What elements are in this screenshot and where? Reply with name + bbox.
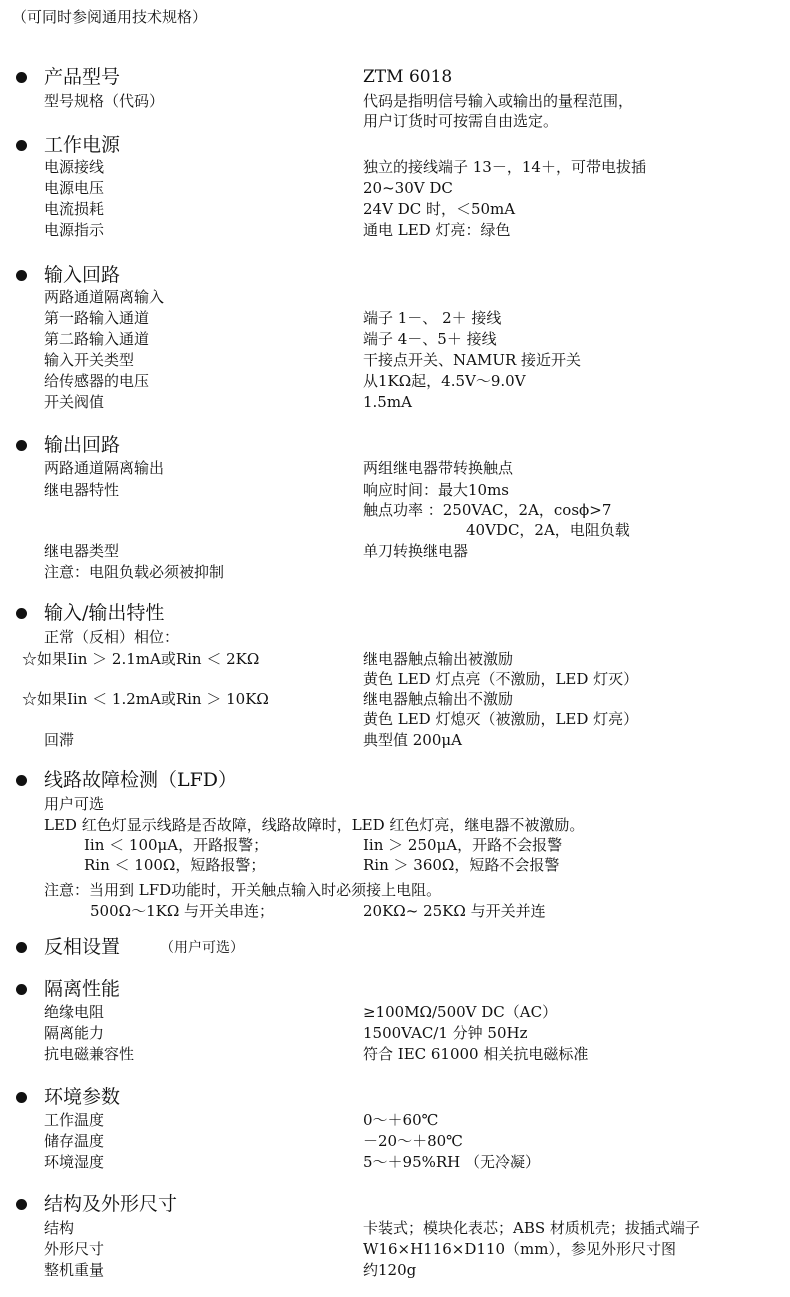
isolation-value-1: 1500VAC/1 分钟 50Hz — [363, 1024, 528, 1042]
io-cond2-v2: 黄色 LED 灯熄灭（被激励，LED 灯亮） — [363, 710, 639, 728]
output-row2-value3: 40VDC，2A，电阻负载 — [466, 521, 630, 539]
bullet-icon — [16, 608, 27, 619]
struct-value-2: 约120g — [363, 1261, 417, 1279]
section-title-input: 输入回路 — [44, 264, 121, 286]
env-value-1: －20～＋80℃ — [363, 1132, 463, 1150]
lfd-sub: 用户可选 — [44, 795, 105, 813]
struct-value-0: 卡装式；模块化表芯；ABS 材质机壳；拔插式端子 — [363, 1219, 700, 1237]
section-title-isolation: 隔离性能 — [44, 978, 121, 1000]
isolation-label-1: 隔离能力 — [44, 1024, 105, 1042]
model-spec-line2: 用户订货时可按需自由选定。 — [363, 112, 559, 130]
io-hyst-value: 典型值 200μA — [363, 731, 462, 749]
isolation-label-0: 绝缘电阻 — [44, 1003, 105, 1021]
output-row2-value1: 响应时间：最大10ms — [363, 481, 510, 499]
input-value-4: 1.5mA — [363, 393, 412, 411]
bullet-icon — [16, 775, 27, 786]
input-value-2: 干接点开关、NAMUR 接近开关 — [363, 351, 582, 369]
input-label-2: 输入开关类型 — [44, 351, 135, 369]
lfd-n1: 500Ω～1KΩ 与开关串连； — [90, 902, 275, 920]
power-value-2: 24V DC 时，＜50mA — [363, 200, 516, 218]
input-label-4: 开关阀值 — [44, 393, 105, 411]
input-label-1: 第二路输入通道 — [44, 330, 150, 348]
io-cond1-v2: 黄色 LED 灯点亮（不激励，LED 灯灭） — [363, 670, 639, 688]
bullet-icon — [16, 270, 27, 281]
power-label-2: 电流损耗 — [44, 200, 105, 218]
lfd-desc: LED 红色灯显示线路是否故障，线路故障时，LED 红色灯亮，继电器不被激励。 — [44, 816, 585, 834]
bullet-icon — [16, 1092, 27, 1103]
output-row3-label: 继电器类型 — [44, 542, 120, 560]
lfd-r2a: Rin ＜ 100Ω，短路报警； — [84, 856, 266, 874]
struct-value-1: W16×H116×D110（mm），参见外形尺寸图 — [363, 1240, 676, 1258]
output-row2-value2: 触点功率 ：250VAC，2A，cosϕ>7 — [363, 501, 612, 519]
io-hyst-label: 回滞 — [44, 731, 75, 749]
input-label-0: 第一路输入通道 — [44, 309, 150, 327]
output-row1-label: 两路通道隔离输出 — [44, 459, 165, 477]
lfd-r1a: Iin ＜ 100μA，开路报警； — [84, 836, 269, 854]
output-row3-value: 单刀转换继电器 — [363, 542, 469, 560]
invert-note: （用户可选） — [160, 940, 244, 956]
bullet-icon — [16, 440, 27, 451]
top-note: （可同时参阅通用技术规格） — [12, 8, 208, 26]
io-cond1-v1: 继电器触点输出被激励 — [363, 650, 514, 668]
bullet-icon — [16, 140, 27, 151]
input-sub: 两路通道隔离输入 — [44, 288, 165, 306]
section-title-model: 产品型号 — [44, 66, 121, 88]
model-spec-line1: 代码是指明信号输入或输出的量程范围， — [363, 92, 634, 110]
input-value-3: 从1KΩ起，4.5V～9.0V — [363, 372, 526, 390]
isolation-value-2: 符合 IEC 61000 相关抗电磁标准 — [363, 1045, 589, 1063]
env-label-1: 储存温度 — [44, 1132, 105, 1150]
section-title-io: 输入/输出特性 — [44, 602, 165, 624]
input-label-3: 给传感器的电压 — [44, 372, 150, 390]
model-spec-label: 型号规格（代码） — [44, 92, 165, 110]
io-cond1: ☆如果Iin ＞ 2.1mA或Rin ＜ 2KΩ — [22, 650, 260, 668]
output-note: 注意：电阻负载必须被抑制 — [44, 563, 225, 581]
section-title-invert: 反相设置 — [44, 936, 121, 958]
output-row1-value: 两组继电器带转换触点 — [363, 459, 514, 477]
input-value-1: 端子 4－、5＋ 接线 — [363, 330, 497, 348]
io-sub: 正常（反相）相位： — [44, 628, 180, 646]
section-title-power: 工作电源 — [44, 134, 121, 156]
output-row2-label: 继电器特性 — [44, 481, 120, 499]
section-title-env: 环境参数 — [44, 1086, 121, 1108]
io-cond2-v1: 继电器触点输出不激励 — [363, 690, 514, 708]
input-value-0: 端子 1－、 2＋ 接线 — [363, 309, 502, 327]
bullet-icon — [16, 984, 27, 995]
env-value-0: 0～＋60℃ — [363, 1111, 439, 1129]
power-label-3: 电源指示 — [44, 221, 105, 239]
isolation-value-0: ≥100MΩ/500V DC（AC） — [363, 1003, 558, 1021]
isolation-label-2: 抗电磁兼容性 — [44, 1045, 135, 1063]
lfd-note: 注意：当用到 LFD功能时，开关触点输入时必须接上电阻。 — [44, 881, 442, 899]
power-value-0: 独立的接线端子 13－，14＋，可带电拔插 — [363, 158, 646, 176]
section-title-output: 输出回路 — [44, 434, 121, 456]
section-title-struct: 结构及外形尺寸 — [44, 1193, 178, 1215]
io-cond2: ☆如果Iin ＜ 1.2mA或Rin ＞ 10KΩ — [22, 690, 269, 708]
power-label-1: 电源电压 — [44, 179, 105, 197]
bullet-icon — [16, 1199, 27, 1210]
env-value-2: 5～＋95%RH （无冷凝） — [363, 1153, 541, 1171]
model-value: ZTM 6018 — [363, 67, 453, 87]
struct-label-0: 结构 — [44, 1219, 75, 1237]
bullet-icon — [16, 72, 27, 83]
power-value-3: 通电 LED 灯亮：绿色 — [363, 221, 511, 239]
env-label-0: 工作温度 — [44, 1111, 105, 1129]
env-label-2: 环境湿度 — [44, 1153, 105, 1171]
struct-label-2: 整机重量 — [44, 1261, 105, 1279]
bullet-icon — [16, 942, 27, 953]
power-label-0: 电源接线 — [44, 158, 105, 176]
lfd-r2b: Rin ＞ 360Ω，短路不会报警 — [363, 856, 560, 874]
lfd-r1b: Iin ＞ 250μA，开路不会报警 — [363, 836, 563, 854]
struct-label-1: 外形尺寸 — [44, 1240, 105, 1258]
lfd-n2: 20KΩ~ 25KΩ 与开关并连 — [363, 902, 546, 920]
power-value-1: 20~30V DC — [363, 179, 453, 197]
section-title-lfd: 线路故障检测（LFD） — [44, 769, 238, 791]
